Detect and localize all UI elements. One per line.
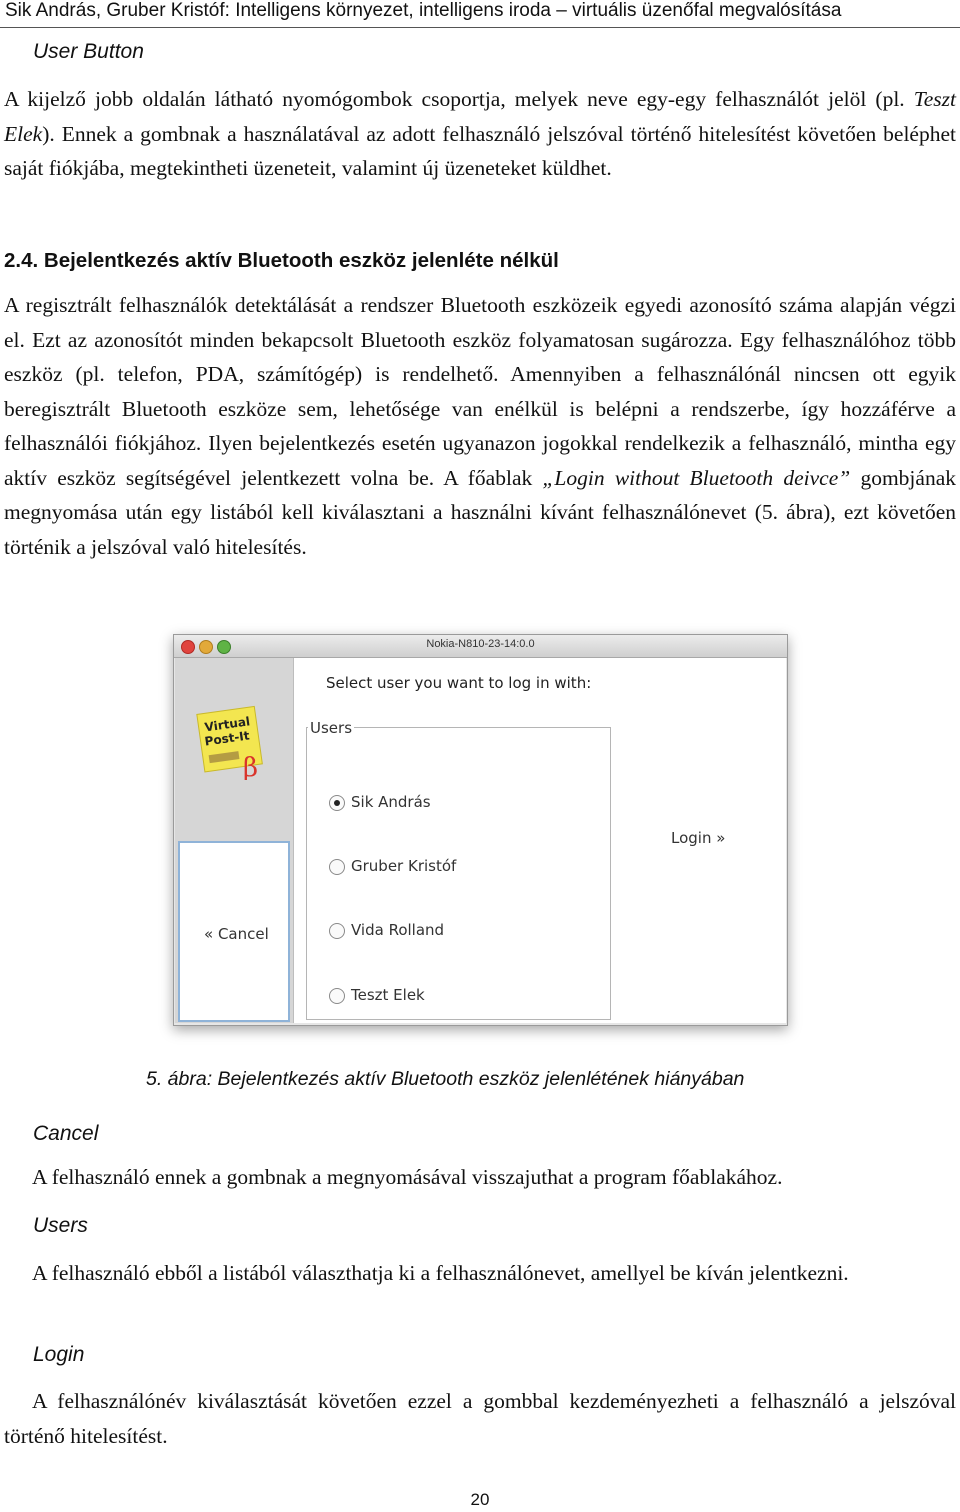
logo-beta-symbol: β [243,753,259,780]
user-button-text-2: ). Ennek a gombnak a használatával az adott felhasználó jelszóval történő hitelesítést követően beléphet saját fiókjába, megtekintheti üzeneteit, valamint új üzeneteket küldhet. [4,121,956,180]
users-group-title: Users [310,719,353,737]
users-group [306,727,611,1020]
section-heading: 2.4. Bejelentkezés aktív Bluetooth eszköz jelenléte nélkül [4,249,559,272]
window-title: Nokia-N810-23-14:0.0 [426,638,535,650]
user-button-text-1: A kijelző jobb oldalán látható nyomógombok csoportja, melyek neve egy-egy felhasználót jelöl (pl. [4,87,914,111]
page-number: 20 [470,1490,490,1509]
login-window [173,634,788,1026]
logo-text-postit: Post-It [203,728,251,749]
user-option-label: Gruber Kristóf [351,857,457,875]
section-text-2: gombjának megnyomása után egy listából kell kiválasztani a használni kívánt felhasználónevet (5. ábra), ezt követően történik a jelszóval való hitelesítés. [4,465,956,559]
user-option-label: Teszt Elek [351,986,425,1004]
section-text-1: A regisztrált felhasználók detektálását a rendszer Bluetooth eszközeik egyedi azonosító száma alapján végzi el. Ezt az azonosítót minden bekapcsolt Bluetooth eszköz folyamatosan sugározza. Egy felhasználóhoz több eszköz (pl. telefon, PDA, számítógép) is rendelhető. Amennyiben a felhasználónál nincsen ott egyik beregisztrált Bluetooth eszköze sem, lehetősége van enélkül is belépni a rendszerbe, így hozzáférve a felhasználói fiókjához. Ilyen bejelentkezés esetén ugyanazon jogokkal rendelkezik a felhasználó, mintha egy aktív eszköz segítségével jelentkezett volna be. A főablak [4,293,956,490]
cancel-button[interactable] [178,841,290,1022]
cancel-button-label: « Cancel [204,925,269,943]
header-rule [0,27,960,28]
users-heading: Users [33,1214,88,1237]
running-header: Sik András, Gruber Kristóf: Intelligens környezet, intelligens iroda – virtuális üzenőfal megvalósítása [5,0,842,21]
virtual-post-it-logo [193,704,269,780]
users-paragraph: A felhasználó ebből a listából választhatja ki a felhasználónevet, amellyel be kíván jelentkezni. [32,1261,849,1285]
figure-caption: 5. ábra: Bejelentkezés aktív Bluetooth eszköz jelenlétének hiányában [146,1068,745,1090]
login-paragraph: A felhasználónév kiválasztását követően ezzel a gombbal kezdeményezheti a felhasználó a jelszóval történő hitelesítést. [4,1389,956,1448]
cancel-heading: Cancel [33,1122,99,1145]
section-quote: „Login without Bluetooth deivce” [542,465,851,490]
section-paragraph [4,288,956,564]
user-button-heading: User Button [33,40,144,63]
login-button[interactable]: Login » [671,829,726,847]
radio-unselected-icon[interactable] [329,923,345,939]
user-button-example: Teszt Elek [4,87,956,146]
user-option-label: Vida Rolland [351,921,445,939]
logo-text-virtual: Virtual [203,714,251,735]
login-heading: Login [33,1343,85,1366]
cancel-paragraph: A felhasználó ennek a gombnak a megnyomásával visszajuthat a program főablakához. [32,1165,783,1189]
window-titlebar [174,635,787,658]
radio-selected-icon[interactable] [329,795,345,811]
user-option-label: Sik András [351,793,431,811]
select-user-prompt: Select user you want to log in with: [326,674,592,692]
main-pane [294,658,786,1023]
radio-unselected-icon[interactable] [329,988,345,1004]
left-pane [175,658,294,1023]
radio-unselected-icon[interactable] [329,859,345,875]
user-button-paragraph [4,82,956,186]
